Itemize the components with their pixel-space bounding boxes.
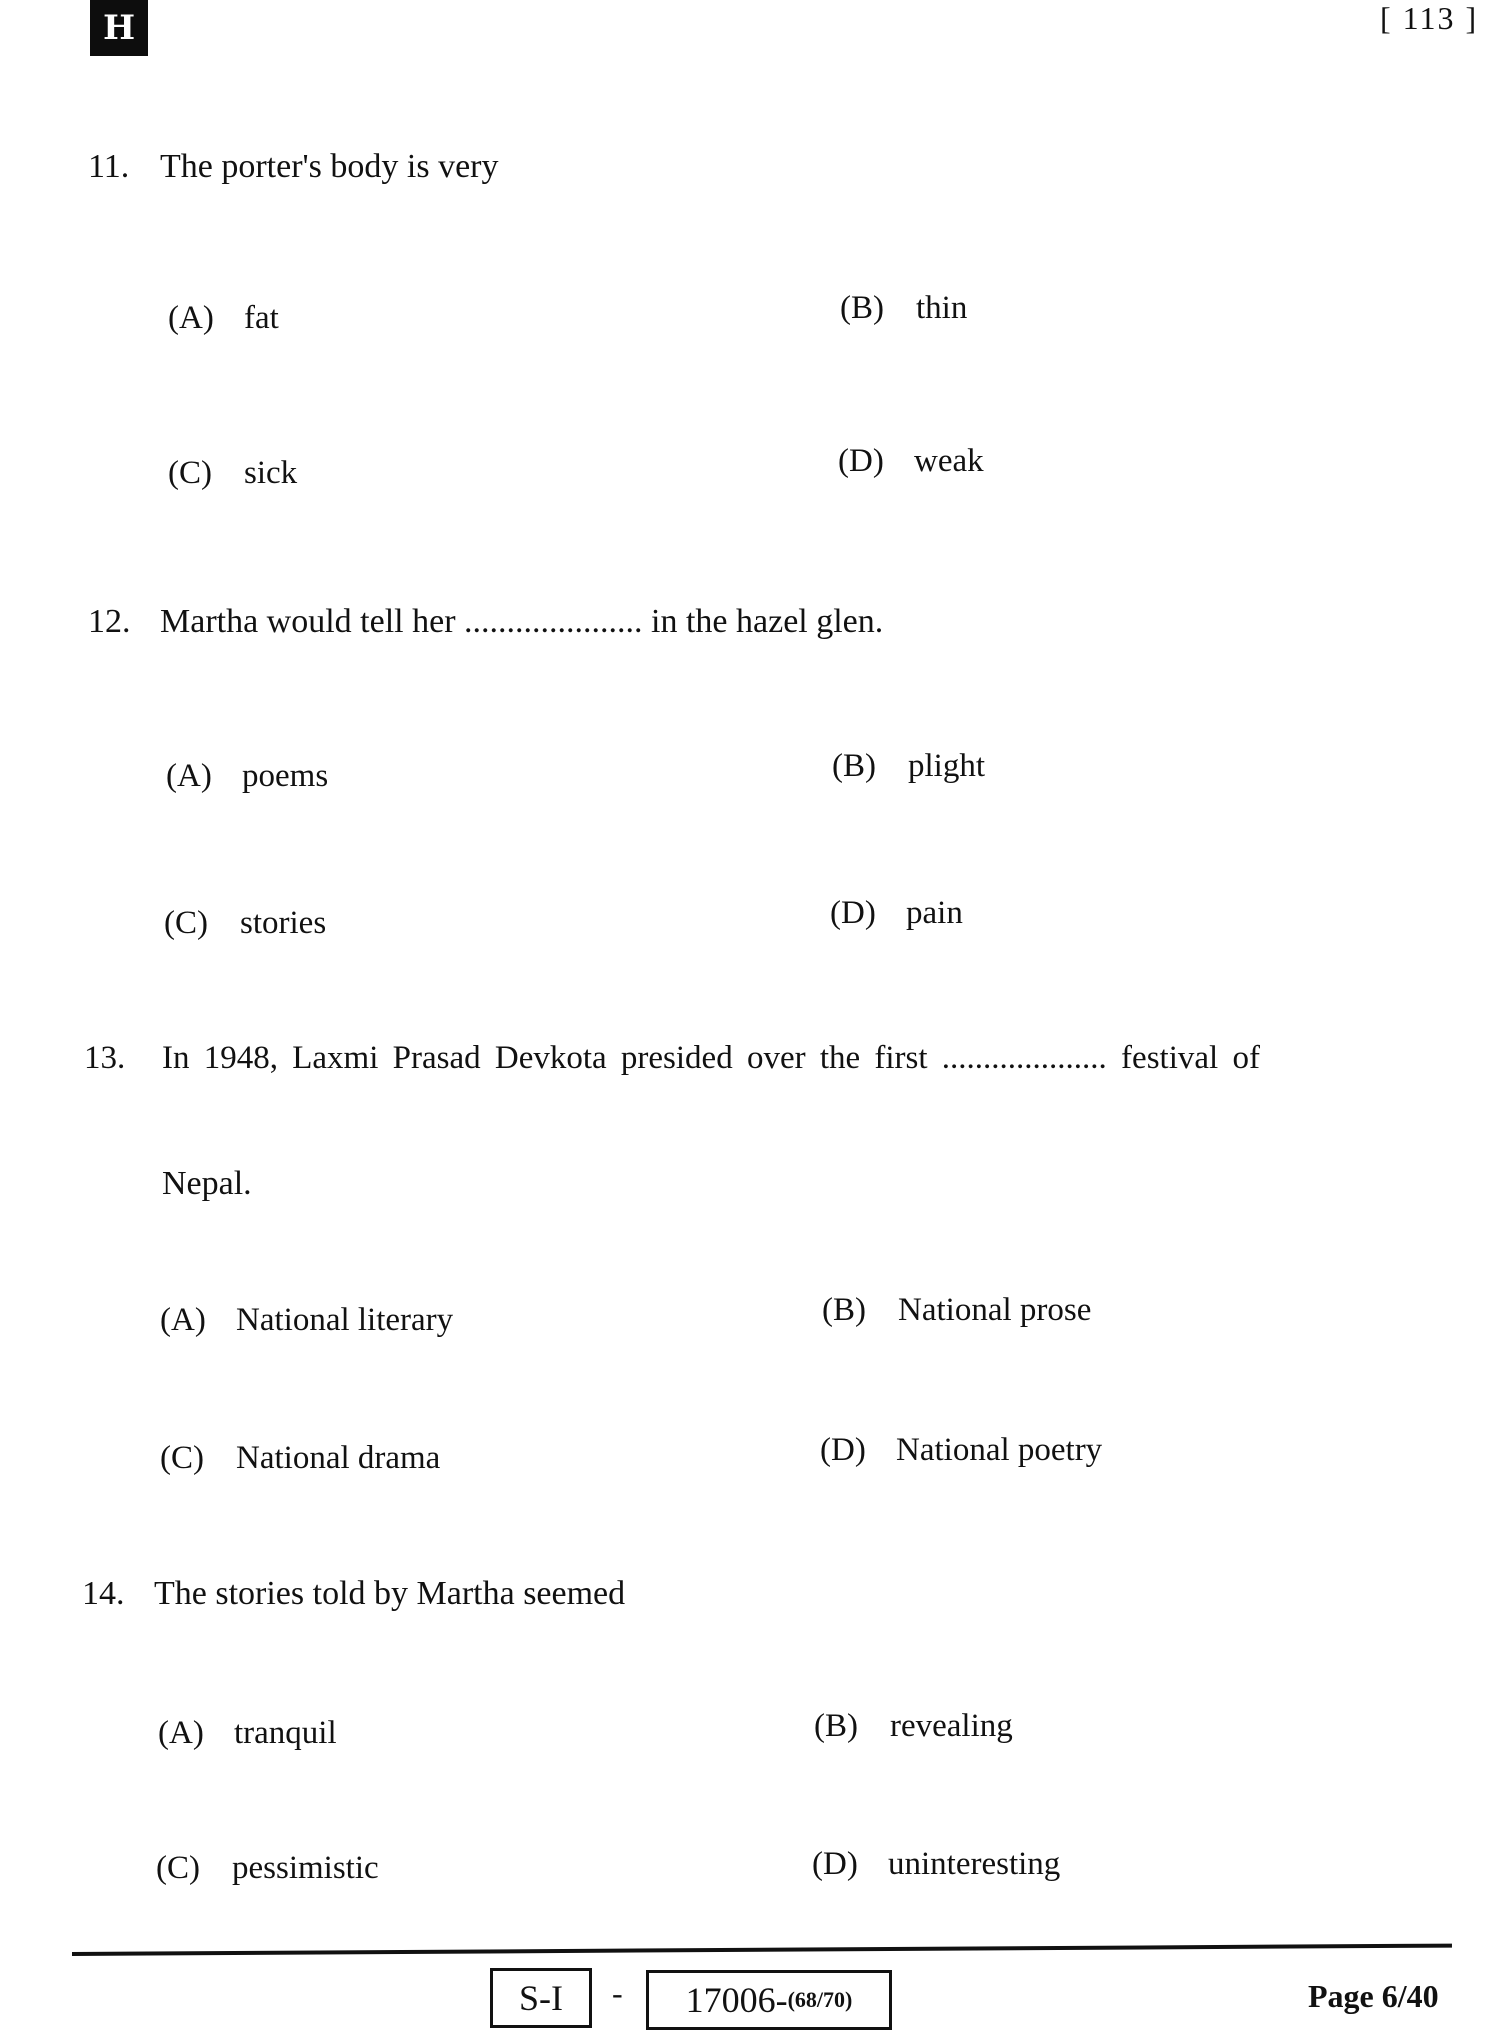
option-text: National drama bbox=[236, 1440, 441, 1476]
option-text: fat bbox=[244, 300, 279, 336]
option-11-d bbox=[838, 443, 984, 480]
option-text: uninteresting bbox=[888, 1846, 1061, 1882]
question-11 bbox=[88, 148, 499, 186]
option-13-d bbox=[820, 1432, 1102, 1469]
page-number: Page 6/40 bbox=[1308, 1978, 1439, 2014]
option-14-b bbox=[814, 1708, 1013, 1745]
option-14-d bbox=[812, 1846, 1060, 1883]
footer-divider bbox=[72, 1944, 1452, 1956]
option-text: pain bbox=[906, 895, 963, 931]
option-14-a bbox=[158, 1715, 337, 1752]
question-number: 13. bbox=[84, 1040, 126, 1076]
page-mark: [ 113 ] bbox=[1380, 0, 1479, 36]
option-text: weak bbox=[914, 443, 984, 479]
option-11-a bbox=[168, 300, 279, 337]
option-label: (A) bbox=[168, 300, 214, 336]
option-label: (C) bbox=[156, 1850, 200, 1886]
option-text: National literary bbox=[236, 1302, 454, 1338]
option-label: (D) bbox=[830, 895, 876, 931]
option-label: (B) bbox=[814, 1708, 858, 1744]
option-label: (C) bbox=[168, 455, 212, 491]
option-label: (A) bbox=[160, 1302, 206, 1338]
option-12-d bbox=[830, 895, 963, 932]
question-text: In 1948, Laxmi Prasad Devkota presided over the first .................... festival of bbox=[162, 1040, 1260, 1076]
option-12-a bbox=[166, 758, 328, 795]
option-13-b bbox=[822, 1292, 1091, 1329]
option-13-c bbox=[160, 1440, 440, 1477]
code-box bbox=[646, 1970, 892, 2030]
series-box: S-I bbox=[490, 1968, 592, 2028]
option-label: (A) bbox=[166, 758, 212, 794]
option-label: (C) bbox=[164, 905, 208, 941]
option-label: (B) bbox=[822, 1292, 866, 1328]
question-text: The porter's body is very bbox=[160, 148, 499, 185]
option-text: poems bbox=[242, 758, 329, 794]
question-13-continuation: Nepal. bbox=[162, 1165, 252, 1202]
footer-dash: - bbox=[612, 1975, 623, 2011]
option-label: (D) bbox=[820, 1432, 866, 1468]
question-12 bbox=[88, 603, 883, 641]
option-label: (C) bbox=[160, 1440, 204, 1476]
option-11-c bbox=[168, 455, 297, 492]
option-12-c bbox=[164, 905, 326, 942]
option-text: plight bbox=[908, 748, 986, 784]
option-label: (B) bbox=[832, 748, 876, 784]
option-text: revealing bbox=[890, 1708, 1013, 1744]
option-11-b bbox=[840, 290, 967, 327]
option-text: stories bbox=[240, 905, 327, 941]
question-text: The stories told by Martha seemed bbox=[154, 1575, 626, 1612]
option-12-b bbox=[832, 748, 985, 785]
section-badge: H bbox=[90, 0, 148, 56]
option-text: National prose bbox=[898, 1292, 1092, 1328]
option-text: pessimistic bbox=[232, 1850, 379, 1886]
option-text: sick bbox=[244, 455, 298, 491]
option-text: National poetry bbox=[896, 1432, 1103, 1468]
exam-code-suffix: (68/70) bbox=[787, 1987, 853, 2012]
option-text: tranquil bbox=[234, 1715, 337, 1751]
option-label: (D) bbox=[812, 1846, 858, 1882]
option-13-a bbox=[160, 1302, 453, 1339]
question-number: 14. bbox=[82, 1575, 125, 1612]
option-label: (A) bbox=[158, 1715, 204, 1751]
option-text: thin bbox=[916, 290, 968, 326]
exam-code: 17006- bbox=[685, 1980, 788, 2020]
question-text: Martha would tell her ..................... in the hazel glen. bbox=[160, 603, 884, 640]
question-14 bbox=[82, 1575, 625, 1613]
option-14-c bbox=[156, 1850, 379, 1887]
question-13 bbox=[84, 1040, 1260, 1077]
question-number: 12. bbox=[88, 603, 131, 640]
question-number: 11. bbox=[88, 148, 130, 185]
option-label: (D) bbox=[838, 443, 884, 479]
option-label: (B) bbox=[840, 290, 884, 326]
